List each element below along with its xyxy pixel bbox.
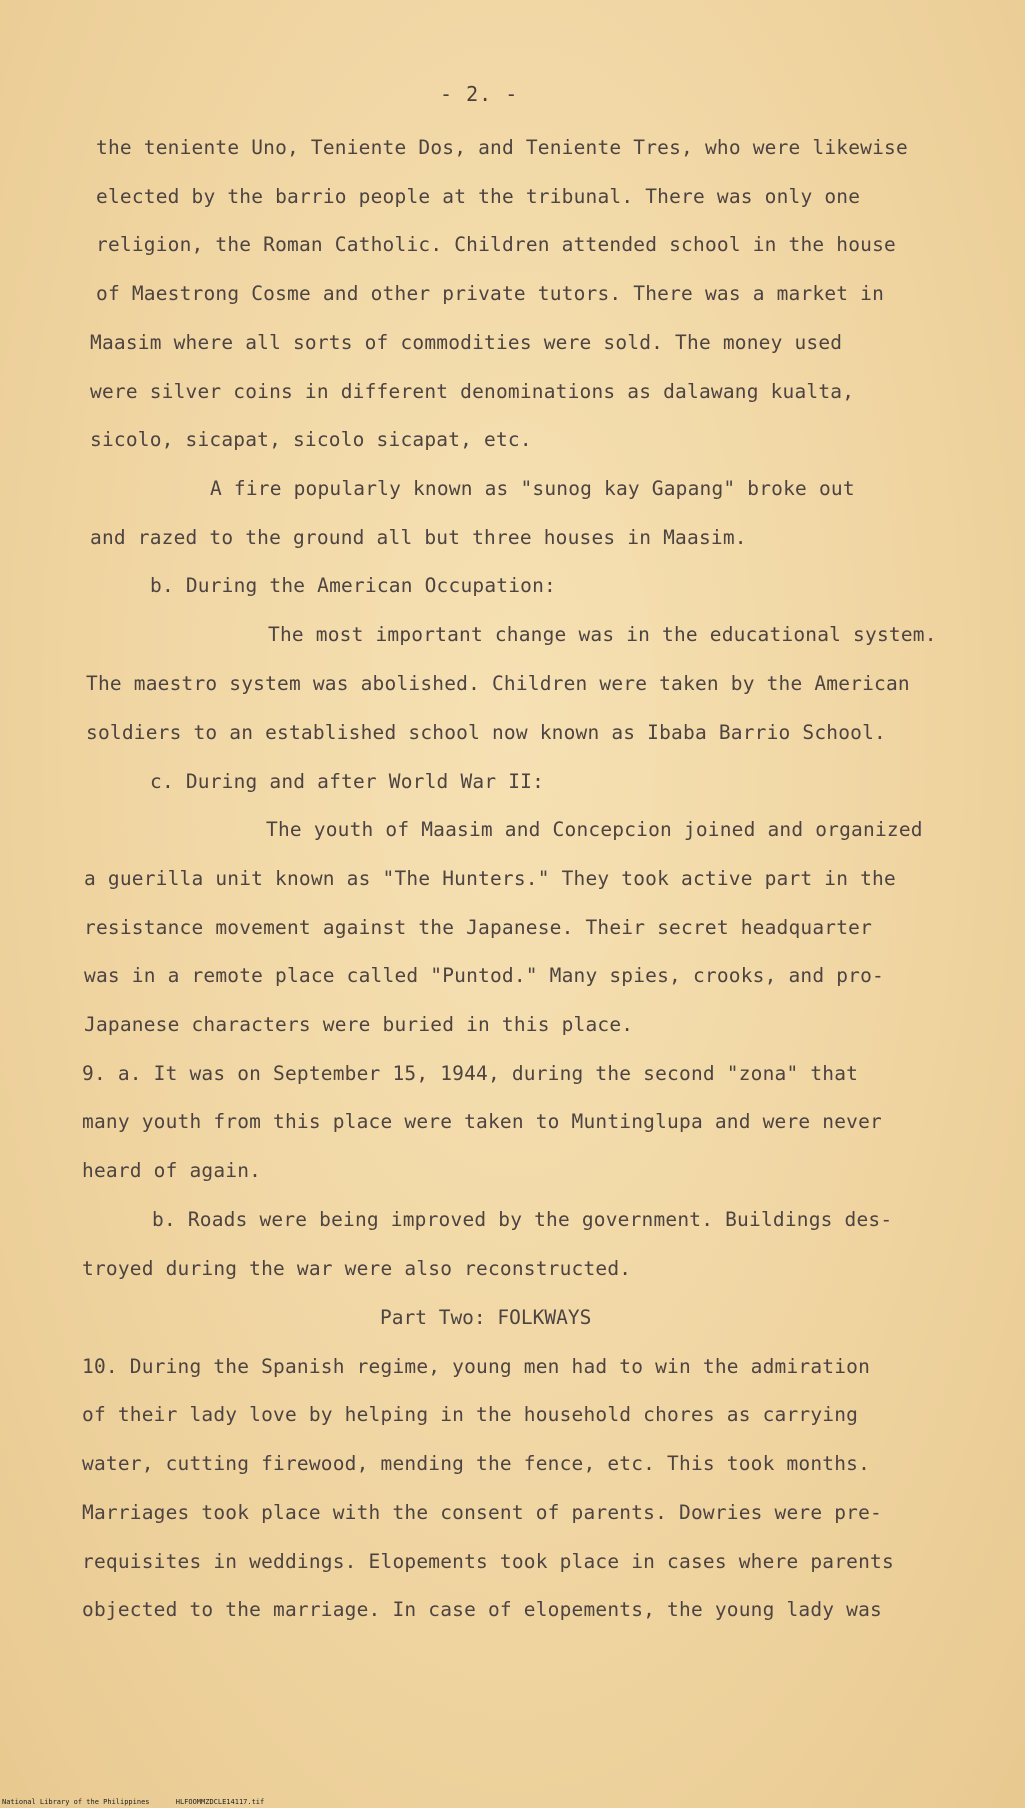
text-line: requisites in weddings. Elopements took place in cases where parents — [82, 1550, 894, 1573]
text-line: religion, the Roman Catholic. Children attended school in the house — [96, 233, 896, 256]
text-line: water, cutting firewood, mending the fence, etc. This took months. — [82, 1452, 871, 1475]
part-heading: Part Two: FOLKWAYS — [380, 1306, 592, 1329]
text-line: the teniente Uno, Teniente Dos, and Teniente Tres, who were likewise — [96, 136, 908, 159]
text-line: were silver coins in different denominations as dalawang kualta, — [90, 380, 855, 403]
footer-file: HLFOOMMZDCLE14117.tif — [175, 1798, 265, 1806]
page-number: - 2. - — [440, 82, 519, 106]
text-line: objected to the marriage. In case of elopements, the young lady was — [82, 1598, 882, 1621]
section-heading: c. During and after World War II: — [150, 770, 545, 793]
text-line: and razed to the ground all but three houses in Maasim. — [90, 526, 747, 549]
text-line: resistance movement against the Japanese. Their secret headquarter — [84, 916, 873, 939]
text-line: was in a remote place called "Puntod." Many spies, crooks, and pro- — [84, 964, 884, 987]
footer-library: National Library of the Philippines — [2, 1798, 150, 1806]
text-line: Maasim where all sorts of commodities were sold. The money used — [90, 331, 843, 354]
text-line: sicolo, sicapat, sicolo sicapat, etc. — [90, 428, 532, 451]
text-line: soldiers to an established school now known as Ibaba Barrio School. — [86, 721, 886, 744]
text-line: elected by the barrio people at the tribunal. There was only one — [96, 185, 861, 208]
text-line: A fire popularly known as "sunog kay Gapang" broke out — [210, 477, 855, 500]
text-line: of their lady love by helping in the household chores as carrying — [82, 1403, 859, 1426]
text-line: 9. a. It was on September 15, 1944, during the second "zona" that — [82, 1062, 859, 1085]
scan-footer — [2, 1798, 286, 1806]
text-line: many youth from this place were taken to Muntinglupa and were never — [82, 1110, 882, 1133]
text-line: heard of again. — [82, 1159, 262, 1182]
text-line: of Maestrong Cosme and other private tutors. There was a market in — [96, 282, 885, 305]
text-line: Japanese characters were buried in this place. — [84, 1013, 634, 1036]
section-heading: b. During the American Occupation: — [150, 574, 556, 597]
text-line: Marriages took place with the consent of parents. Dowries were pre- — [82, 1501, 882, 1524]
text-line: b. Roads were being improved by the government. Buildings des- — [152, 1208, 893, 1231]
text-line: a guerilla unit known as "The Hunters." They took active part in the — [84, 867, 896, 890]
text-line: The youth of Maasim and Concepcion joined and organized — [266, 818, 923, 841]
text-line: The maestro system was abolished. Children were taken by the American — [86, 672, 910, 695]
text-line: 10. During the Spanish regime, young men had to win the admiration — [82, 1355, 871, 1378]
text-line: The most important change was in the educational system. — [268, 623, 937, 646]
text-line: troyed during the war were also reconstructed. — [82, 1257, 632, 1280]
